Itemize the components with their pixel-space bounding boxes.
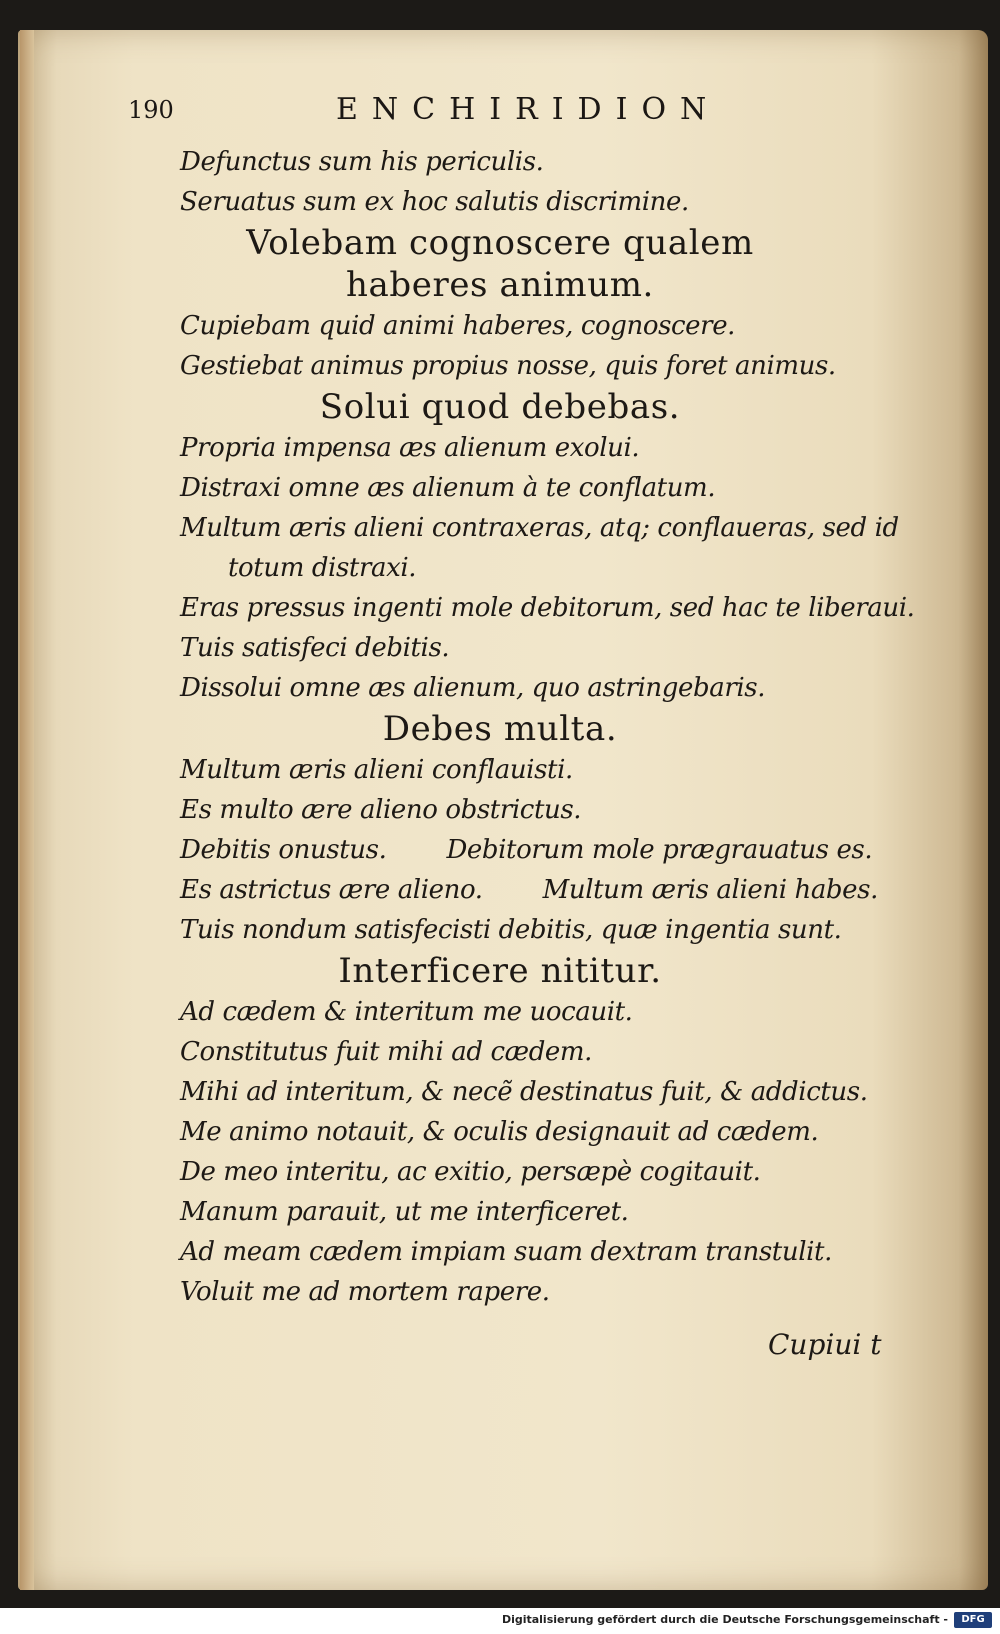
text-line: Cupiebam quid animi haberes, cognoscere. <box>180 311 736 341</box>
text-line: Distraxi omne æs alienum à te conflatum. <box>180 473 716 503</box>
text-line-pair <box>180 830 900 870</box>
text-line: Me animo notauit, & oculis designauit ad cædem. <box>180 1117 819 1147</box>
phrase: Debitorum mole prægrauatus es. <box>446 835 873 865</box>
text-line: Dissolui omne æs alienum, quo astringebaris. <box>180 673 766 703</box>
text-line: Tuis nondum satisfecisti debitis, quæ ingentia sunt. <box>180 915 842 945</box>
text-line: Voluit me ad mortem rapere. <box>180 1277 550 1307</box>
page-number: 190 <box>128 96 174 124</box>
text-line: Ad meam cædem impiam suam dextram transtulit. <box>180 1237 832 1267</box>
digitization-footer <box>0 1608 1000 1634</box>
phrase: Es astrictus ære alieno. <box>180 875 483 905</box>
text-line: Multum æris alieni conflauisti. <box>180 755 573 785</box>
text-line: Manum parauit, ut me interficeret. <box>180 1197 629 1227</box>
funding-credit: Digitalisierung gefördert durch die Deutsche Forschungsgemeinschaft - <box>501 1613 948 1626</box>
text-line: De meo interitu, ac exitio, persæpè cogitauit. <box>180 1157 761 1187</box>
text-line: Tuis satisfeci debitis. <box>180 633 450 663</box>
text-line: Es multo ære alieno obstrictus. <box>180 795 582 825</box>
section-heading: Volebam cognoscere qualem <box>246 223 754 263</box>
catchword: Cupiui t <box>768 1328 882 1361</box>
section-heading: Solui quod debebas. <box>319 387 681 427</box>
phrase: Multum æris alieni habes. <box>542 875 878 905</box>
text-line: Ad cædem & interitum me uocauit. <box>180 997 633 1027</box>
text-line: Eras pressus ingenti mole debitorum, sed hac te liberaui. <box>180 593 915 623</box>
phrase: Debitis onustus. <box>180 835 387 865</box>
text-line: Multum æris alieni contraxeras, atq; conflaueras, sed id <box>180 513 899 543</box>
section-heading: haberes animum. <box>346 265 654 305</box>
running-title: ENCHIRIDION <box>336 92 721 127</box>
dfg-logo: DFG <box>954 1612 992 1628</box>
text-line-pair <box>180 870 900 910</box>
text-line: Seruatus sum ex hoc salutis discrimine. <box>180 187 689 217</box>
section-heading: Debes multa. <box>382 709 618 749</box>
section-heading: Interficere nititur. <box>338 951 662 991</box>
text-line: Mihi ad interitum, & necẽ destinatus fuit, & addictus. <box>180 1077 868 1107</box>
text-line: Constitutus fuit mihi ad cædem. <box>180 1037 593 1067</box>
running-header <box>128 92 828 132</box>
page-text-body <box>180 142 915 1312</box>
text-line: Defunctus sum his periculis. <box>180 147 544 177</box>
text-line: Propria impensa æs alienum exolui. <box>180 433 640 463</box>
page-edge <box>20 30 34 1590</box>
text-line-continued: totum distraxi. <box>228 553 417 583</box>
text-line: Gestiebat animus propius nosse, quis foret animus. <box>180 351 836 381</box>
